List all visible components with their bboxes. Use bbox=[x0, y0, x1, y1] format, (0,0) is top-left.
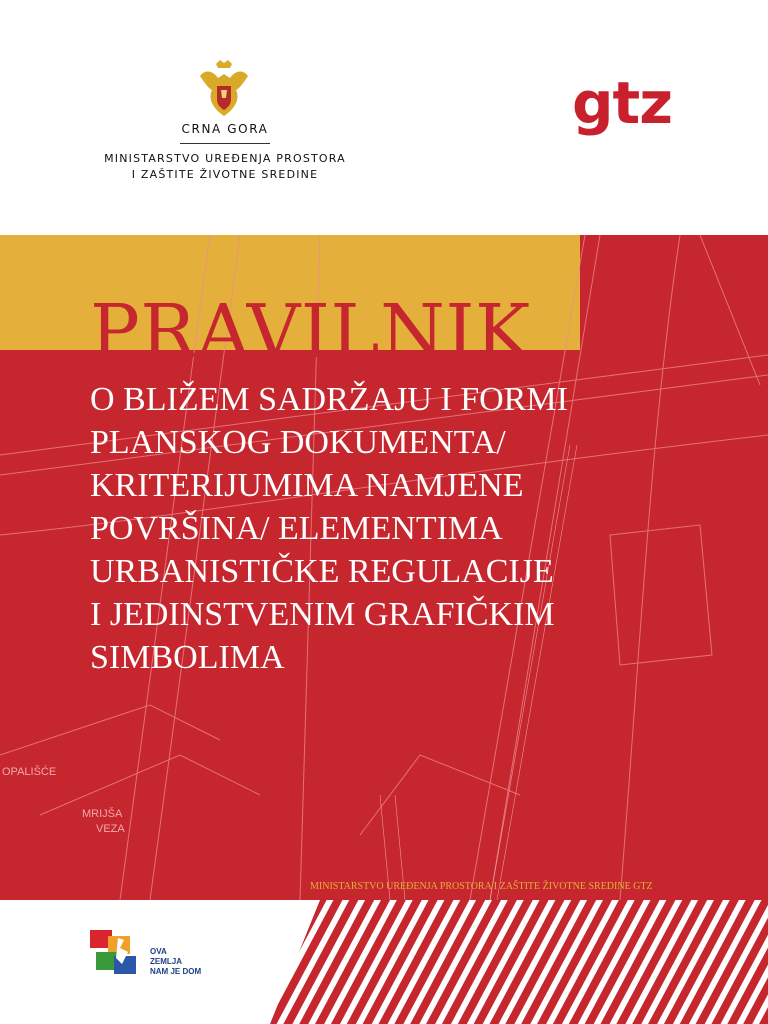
campaign-line: OVA bbox=[150, 947, 167, 956]
subtitle-line: O BLIŽEM SADRŽAJU I FORMI bbox=[90, 381, 568, 418]
subtitle-line: POVRŠINA/ ELEMENTIMA bbox=[90, 510, 503, 547]
map-label: MRIJŠA bbox=[82, 808, 123, 820]
document-subtitle bbox=[90, 378, 750, 679]
map-label: OPALIŠĆE bbox=[2, 766, 57, 778]
map-label: VEZA bbox=[96, 823, 125, 835]
document-title: PRAVILNIK bbox=[90, 289, 531, 375]
header-divider bbox=[180, 143, 270, 144]
red-stripes-decoration bbox=[270, 900, 768, 1024]
campaign-slogan bbox=[150, 947, 201, 977]
subtitle-line: URBANISTIČKE REGULACIJE bbox=[90, 553, 554, 590]
subtitle-line: PLANSKOG DOKUMENTA/ bbox=[90, 424, 506, 461]
ministry-line: I ZAŠTITE ŽIVOTNE SREDINE bbox=[131, 168, 319, 181]
campaign-line: ZEMLJA bbox=[150, 957, 182, 966]
campaign-line: NAM JE DOM bbox=[150, 967, 202, 976]
montenegro-coat-of-arms-icon bbox=[196, 58, 252, 120]
subtitle-line: KRITERIJUMIMA NAMJENE bbox=[90, 467, 524, 504]
ova-zemlja-nam-je-dom-logo-icon bbox=[90, 930, 150, 980]
ministry-name bbox=[70, 151, 380, 183]
ministry-line: MINISTARSTVO UREĐENJA PROSTORA bbox=[104, 152, 346, 165]
subtitle-line: SIMBOLIMA bbox=[90, 639, 285, 676]
publisher-credit: MINISTARSTVO UREĐENJA PROSTORA I ZAŠTITE ŽIVOTNE SREDINE GTZ bbox=[310, 881, 653, 892]
country-name: CRNA GORA bbox=[181, 122, 269, 136]
gtz-logo: gtz bbox=[572, 69, 673, 137]
subtitle-line: I JEDINSTVENIM GRAFIČKIM bbox=[90, 596, 555, 633]
header-area bbox=[0, 0, 768, 235]
